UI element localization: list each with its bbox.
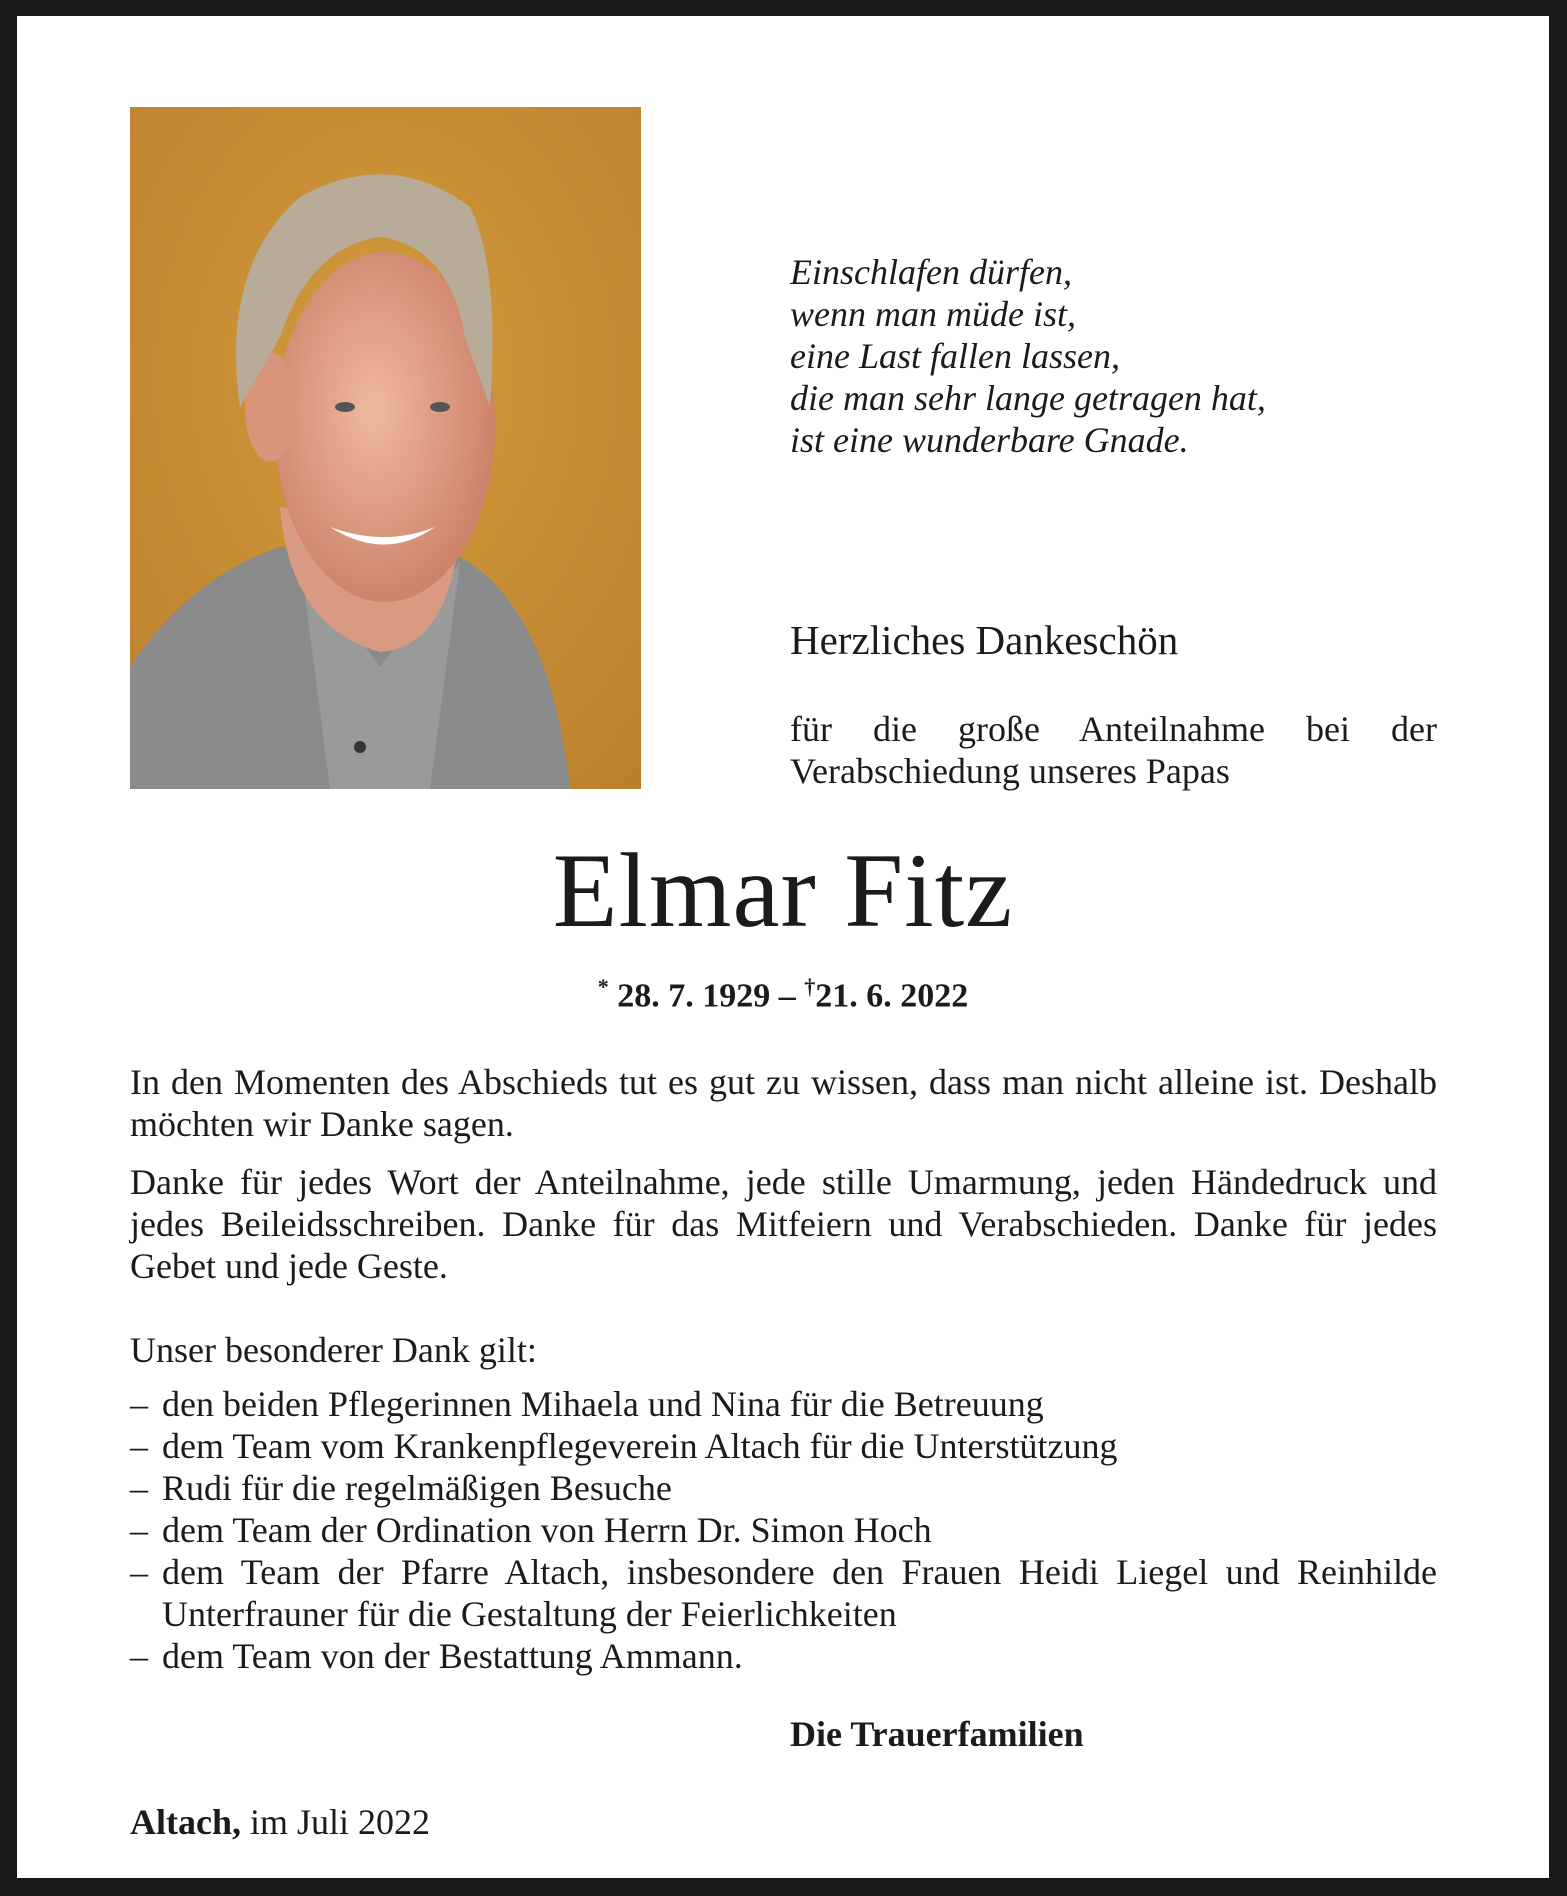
poem-line: eine Last fallen lassen, bbox=[790, 336, 1120, 376]
death-symbol: † bbox=[804, 974, 816, 999]
special-thanks-heading: Unser besonderer Dank gilt: bbox=[130, 1330, 537, 1370]
date: im Juli 2022 bbox=[250, 1802, 431, 1842]
poem-line: ist eine wunderbare Gnade. bbox=[790, 420, 1189, 460]
poem-line: die man sehr lange getragen hat, bbox=[790, 378, 1266, 418]
list-item: – dem Team vom Krankenpflegeverein Altach für die Unterstützung bbox=[130, 1426, 1118, 1466]
special-thanks-list bbox=[130, 1383, 1437, 1677]
deceased-name: Elmar Fitz bbox=[552, 832, 1014, 949]
birth-date: 28. 7. 1929 bbox=[617, 977, 771, 1015]
death-date: 21. 6. 2022 bbox=[815, 977, 969, 1015]
body-text bbox=[130, 1061, 1437, 1677]
place: Altach, bbox=[130, 1802, 241, 1842]
intro-text: für die große Anteilnahme bei der Verabschiedung unseres Papas bbox=[790, 709, 1437, 791]
list-item: – dem Team von der Bestattung Ammann. bbox=[130, 1636, 743, 1676]
poem-line: wenn man müde ist, bbox=[790, 294, 1076, 334]
place-date bbox=[130, 1801, 430, 1843]
signature: Die Trauerfamilien bbox=[790, 1714, 1084, 1754]
paragraph: Danke für jedes Wort der Anteilnahme, jede stille Umarmung, jeden Händedruck und jedes Beileidsschreiben. Danke für das Mitfeiern und Verabschieden. Danke für jedes Gebet und jede Geste. bbox=[130, 1162, 1437, 1286]
birth-symbol: * bbox=[597, 974, 609, 999]
list-item: – Rudi für die regelmäßigen Besuche bbox=[130, 1468, 672, 1508]
life-dates bbox=[17, 974, 1549, 1015]
thanks-heading: Herzliches Dankeschön bbox=[790, 617, 1179, 663]
date-separator: – bbox=[778, 977, 796, 1015]
poem-line: Einschlafen dürfen, bbox=[790, 252, 1072, 292]
list-item: – dem Team der Pfarre Altach, insbesondere den Frauen Heidi Liegel und Reinhilde Unterfrauner für die Gestaltung der Feierlichkeiten bbox=[130, 1552, 1437, 1634]
list-item: – dem Team der Ordination von Herrn Dr. Simon Hoch bbox=[130, 1510, 932, 1550]
obituary-page bbox=[17, 16, 1549, 1878]
paragraph: In den Momenten des Abschieds tut es gut zu wissen, dass man nicht alleine ist. Deshalb möchten wir Danke sagen. bbox=[130, 1062, 1437, 1144]
portrait-photo bbox=[130, 107, 641, 789]
poem bbox=[790, 251, 1490, 461]
list-item: – den beiden Pflegerinnen Mihaela und Nina für die Betreuung bbox=[130, 1384, 1044, 1424]
